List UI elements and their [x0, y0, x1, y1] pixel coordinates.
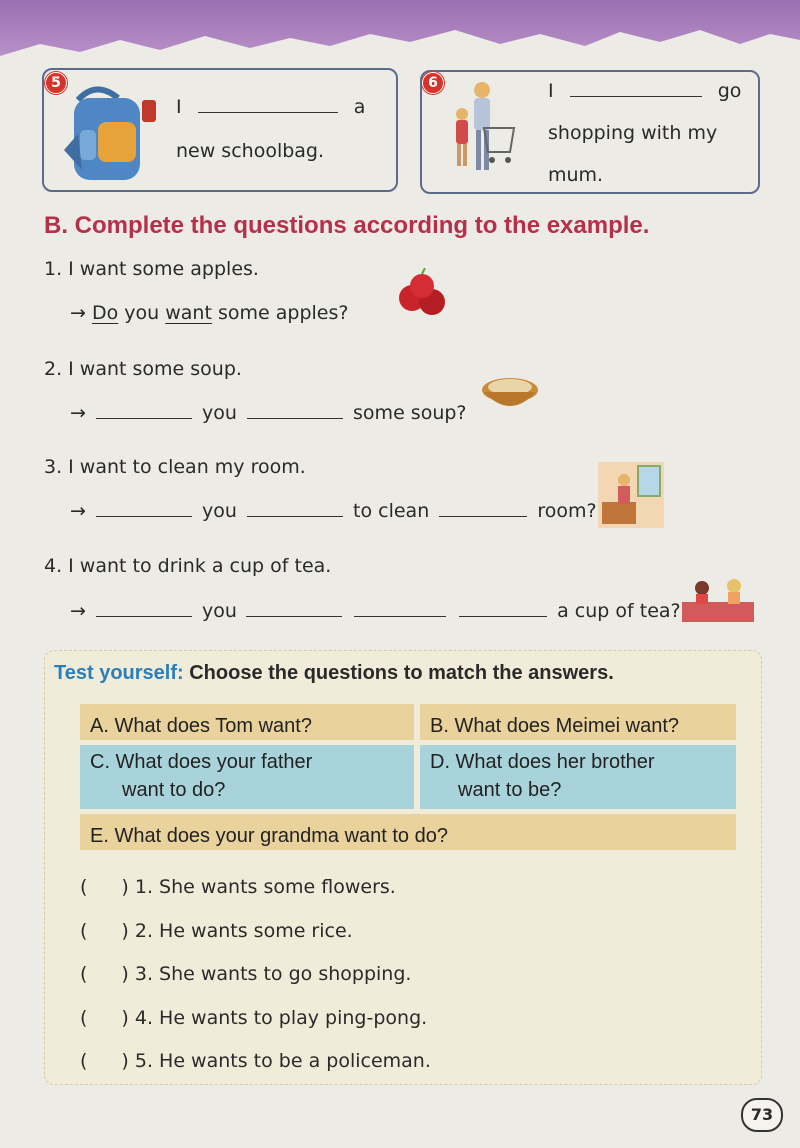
ex6-blank[interactable]	[570, 95, 702, 97]
q3-arrow: →	[70, 500, 86, 522]
soup-picture	[478, 372, 542, 414]
page-number: 73	[741, 1098, 783, 1132]
q4-blank-4[interactable]	[459, 615, 547, 617]
ex6-line2: shopping with my	[548, 122, 718, 144]
q2-word-rest: some soup?	[353, 402, 467, 424]
q4-word-you: you	[202, 600, 237, 622]
q3-blank-2[interactable]	[247, 515, 343, 517]
shopping-picture	[448, 78, 528, 182]
ex5-line2: new schoolbag.	[176, 140, 325, 162]
q1-word-do: Do	[91, 302, 119, 324]
q3-answer	[70, 500, 597, 522]
q4-answer	[70, 600, 681, 622]
answer-item-1[interactable]	[80, 876, 396, 898]
answer-paren: (	[80, 1007, 88, 1029]
q1-word-you: you	[124, 302, 160, 324]
q1-prompt: 1. I want some apples.	[44, 258, 259, 280]
q3-word-you: you	[202, 500, 237, 522]
answer-paren: (	[80, 963, 88, 985]
exercise-6-number: 6	[422, 72, 444, 94]
schoolbag-picture	[56, 80, 166, 186]
option-c	[80, 745, 414, 809]
ex6-line1	[548, 80, 741, 102]
q4-blank-2[interactable]	[246, 615, 342, 617]
q2-arrow: →	[70, 402, 86, 424]
option-d	[420, 745, 736, 809]
answer-text: ) 5. He wants to be a policeman.	[121, 1050, 431, 1072]
answer-text: ) 2. He wants some rice.	[121, 920, 353, 942]
option-d-line2: want to be?	[458, 779, 562, 801]
q3-blank-3[interactable]	[439, 515, 527, 517]
answer-text: ) 4. He wants to play ping-pong.	[121, 1007, 428, 1029]
ex5-word-i: I	[176, 96, 182, 118]
test-label: Test yourself:	[54, 662, 184, 684]
q2-blank-1[interactable]	[96, 417, 192, 419]
answer-paren: (	[80, 920, 88, 942]
q2-blank-2[interactable]	[247, 417, 343, 419]
ex6-word-i: I	[548, 80, 554, 102]
q4-blank-3[interactable]	[354, 615, 446, 617]
test-instruction: Choose the questions to match the answers.	[189, 662, 614, 684]
option-c-line1: C. What does your father	[90, 751, 313, 773]
q1-arrow: →	[70, 302, 86, 324]
q4-word-rest: a cup of tea?	[557, 600, 681, 622]
q4-blank-1[interactable]	[96, 615, 192, 617]
exercise-5-number: 5	[45, 72, 67, 94]
q1-word-want: want	[165, 302, 212, 324]
top-banner	[0, 0, 800, 62]
section-b-heading: B. Complete the questions according to the example.	[44, 212, 650, 239]
ex6-line3: mum.	[548, 164, 604, 186]
q2-prompt: 2. I want some soup.	[44, 358, 242, 380]
ex5-word-a: a	[353, 96, 366, 118]
answer-text: ) 1. She wants some flowers.	[121, 876, 396, 898]
answer-item-2[interactable]	[80, 920, 353, 942]
q3-blank-1[interactable]	[96, 515, 192, 517]
answer-paren: (	[80, 876, 88, 898]
ex5-line1	[176, 96, 365, 118]
tea-picture	[682, 576, 754, 624]
q1-word-rest: some apples?	[217, 302, 349, 324]
answer-paren: (	[80, 1050, 88, 1072]
answer-item-4[interactable]	[80, 1007, 427, 1029]
q3-word-rest: room?	[537, 500, 597, 522]
test-title	[54, 662, 614, 685]
option-a: A. What does Tom want?	[80, 704, 414, 740]
q3-prompt: 3. I want to clean my room.	[44, 456, 306, 478]
answer-item-5[interactable]	[80, 1050, 431, 1072]
room-picture	[598, 462, 664, 528]
option-b: B. What does Meimei want?	[420, 704, 736, 740]
option-c-line2: want to do?	[122, 779, 226, 801]
answer-text: ) 3. She wants to go shopping.	[121, 963, 412, 985]
q4-arrow: →	[70, 600, 86, 622]
apples-picture	[392, 268, 454, 320]
q2-answer	[70, 402, 467, 424]
q1-answer	[70, 302, 348, 324]
q3-word-to-clean: to clean	[353, 500, 430, 522]
q4-prompt: 4. I want to drink a cup of tea.	[44, 555, 332, 577]
option-e: E. What does your grandma want to do?	[80, 814, 736, 850]
ex6-word-go: go	[717, 80, 742, 102]
q2-word-you: you	[202, 402, 237, 424]
ex5-blank[interactable]	[198, 111, 338, 113]
answer-item-3[interactable]	[80, 963, 411, 985]
option-d-line1: D. What does her brother	[430, 751, 655, 773]
